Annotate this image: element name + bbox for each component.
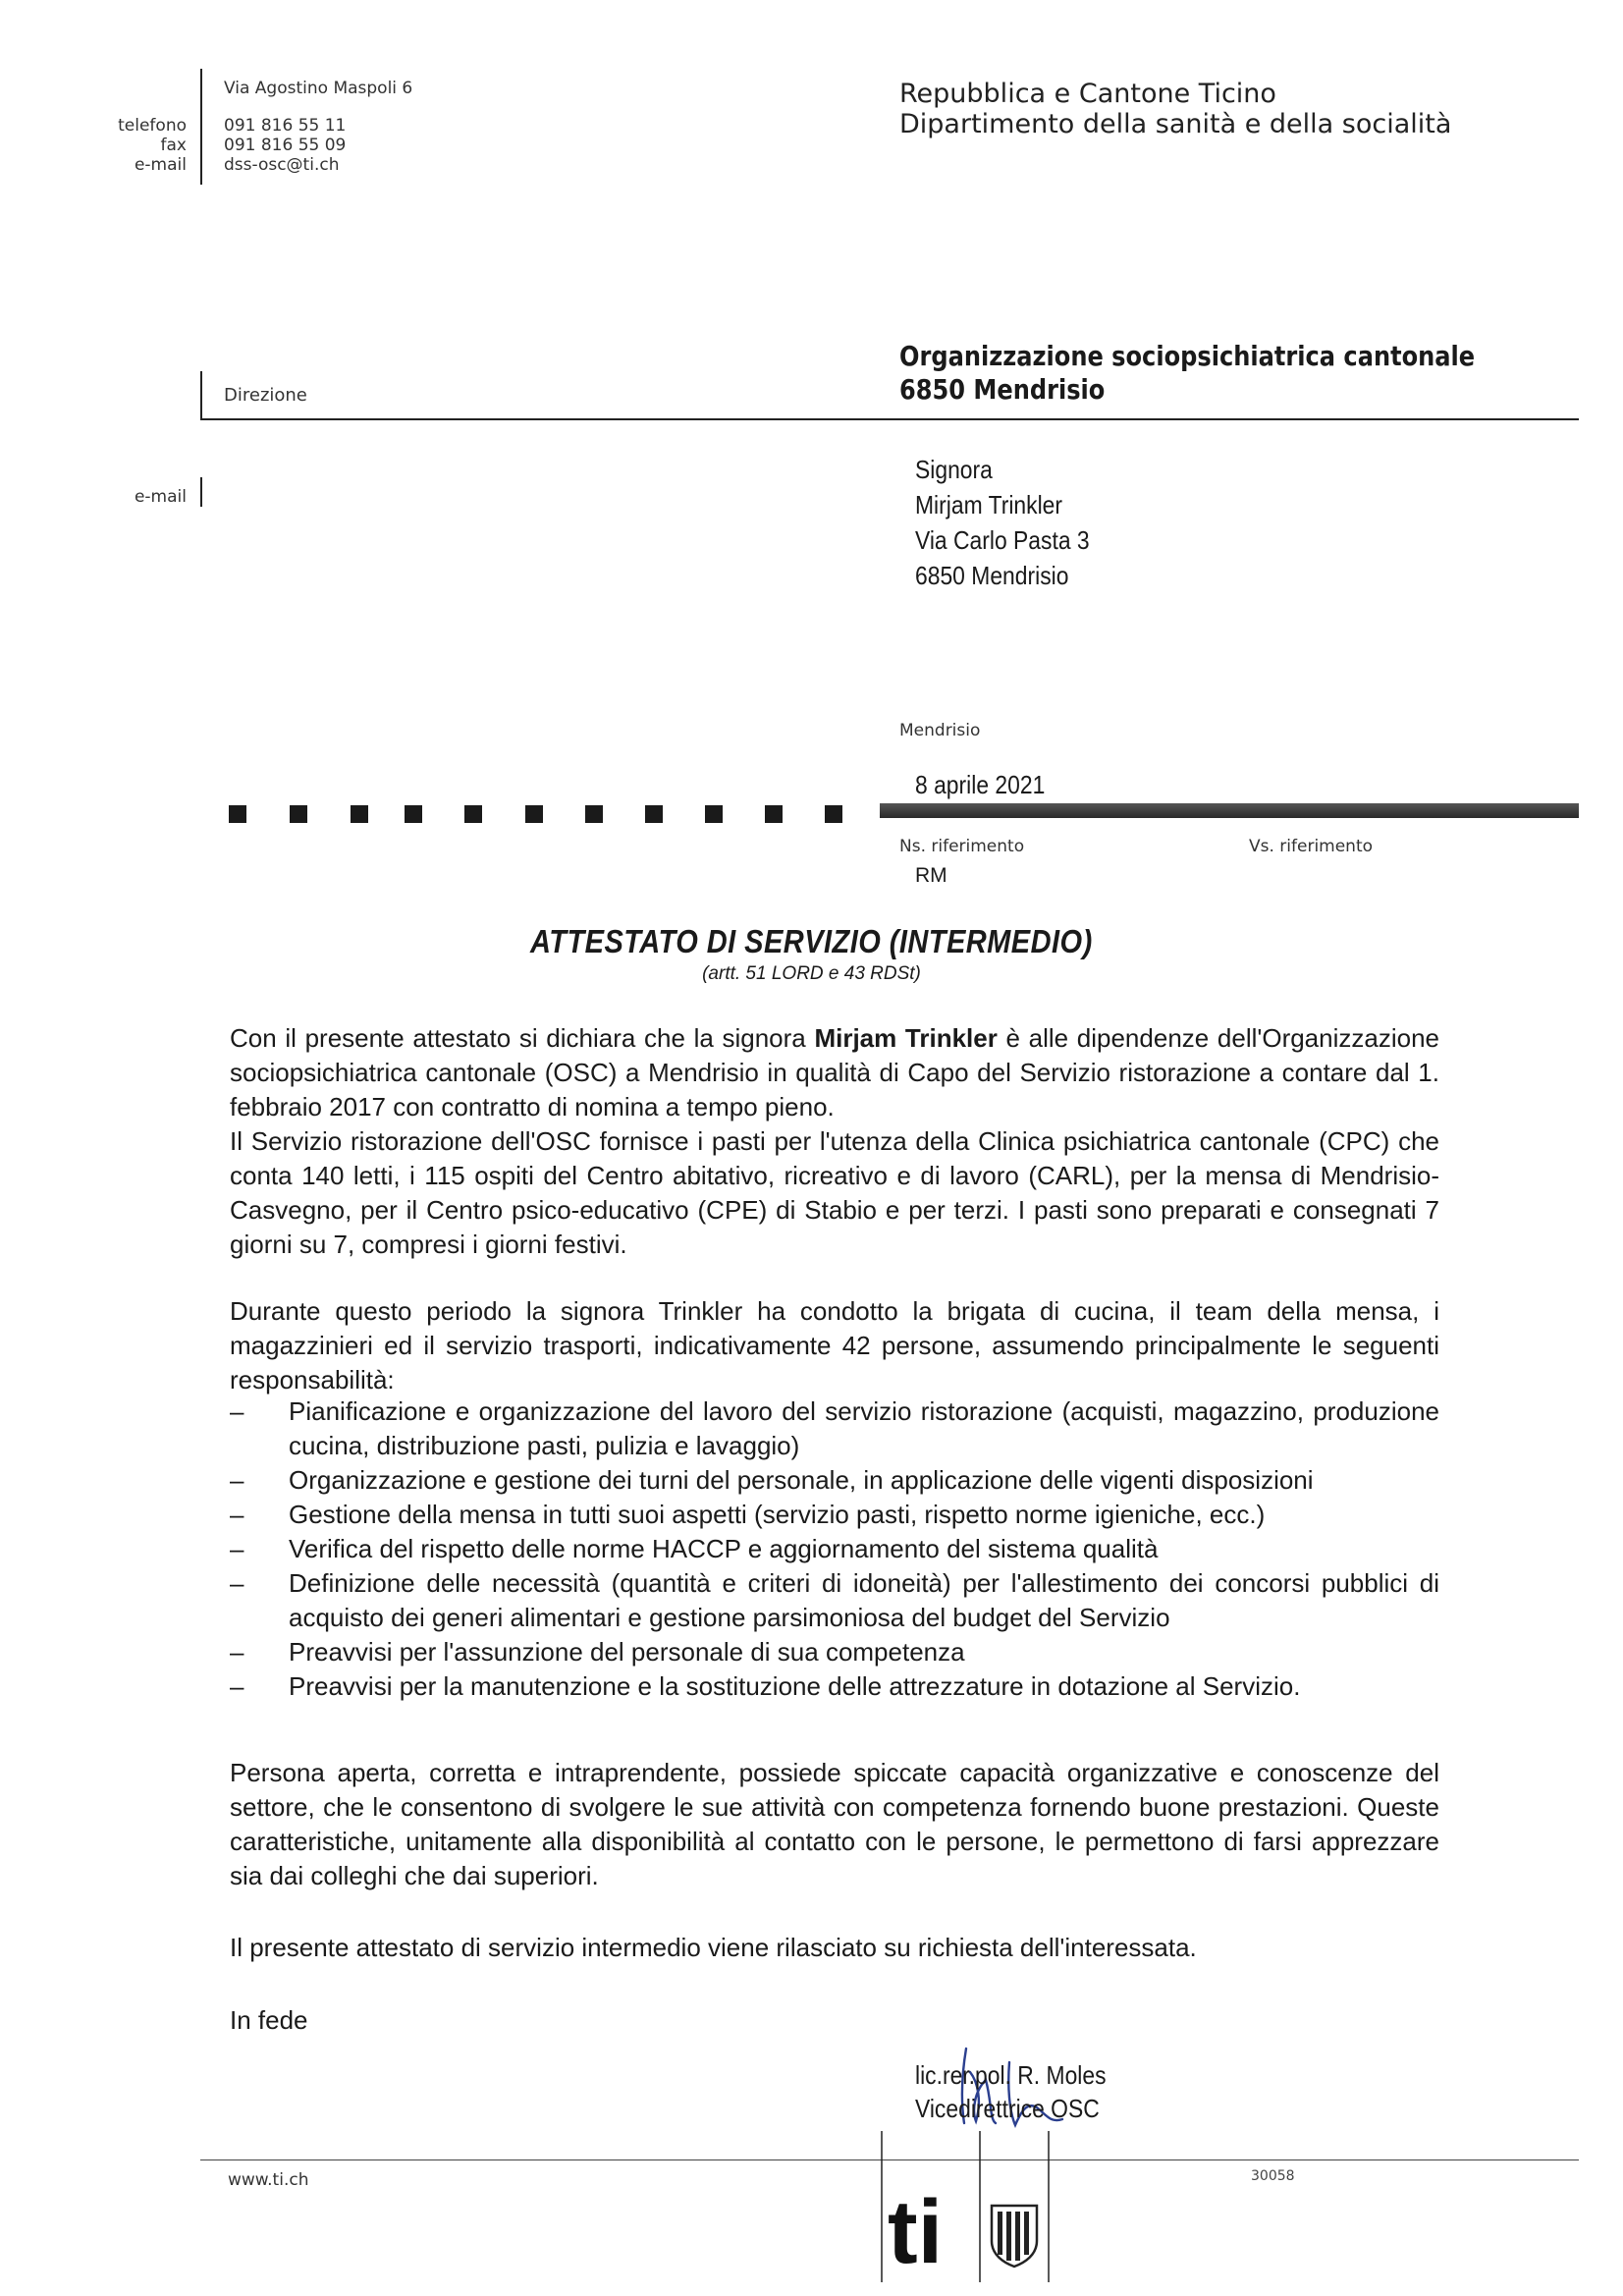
fax-label: fax <box>160 136 187 155</box>
contact-labels <box>98 116 187 175</box>
header-divider-mid <box>200 371 202 418</box>
organization-name <box>899 340 1569 407</box>
recipient-city: 6850 Mendrisio <box>915 561 1069 590</box>
list-item-text: Gestione della mensa in tutti suoi aspetti (servizio pasti, rispetto norme igieniche, ecc.) <box>289 1500 1266 1529</box>
recipient-address <box>915 452 1090 593</box>
document-title-text: ATTESTATO DI SERVIZIO (INTERMEDIO) <box>530 923 1093 959</box>
header-divider-top <box>200 69 202 185</box>
institution <box>899 79 1451 139</box>
paragraph-assessment: Persona aperta, corretta e intraprendente, possiede spiccate capacità organizzative e conoscenze del settore, che le consentono di svolgere le sue attività con competenza fornendo buone prestazioni. Queste caratteristiche, unitamente alla disponibilità al contatto con le persone, le permettono di farsi apprezzare sia dai colleghi che dai superiori. <box>230 1758 1439 1890</box>
bullet-dash: – <box>230 1396 244 1426</box>
list-item-text: Preavvisi per l'assunzione del personale di sua competenza <box>289 1637 965 1667</box>
canton-ticino-logo <box>880 2131 1051 2282</box>
bullet-dash: – <box>230 1500 244 1529</box>
phone-label: telefono <box>118 116 187 136</box>
our-reference-value: RM <box>915 864 947 887</box>
paragraph-service: Il Servizio ristorazione dell'OSC fornisce i pasti per l'utenza della Clinica psichiatrica cantonale (CPC) che conta 140 letti, i 115 ospiti del Centro abitativo, ricreativo e di lavoro (CARL), per la mensa di Mendrisio-Casvegno, per il Centro psico-educativo (CPE) di Stabio e per terzi. I pasti sono preparati e consegnati 7 giorni su 7, compresi i giorni festivi. <box>230 1126 1439 1259</box>
our-reference-label: Ns. riferimento <box>899 837 1025 856</box>
contact-fax: 091 816 55 09 <box>224 136 347 155</box>
footer-website: www.ti.ch <box>228 2170 309 2190</box>
list-item <box>230 1669 1439 1704</box>
signatory <box>915 2058 1132 2125</box>
signatory-name: lic.rer.pol. R. Moles <box>915 2060 1107 2090</box>
contact-values <box>224 79 412 175</box>
decorative-square <box>405 805 422 823</box>
decorative-square <box>351 805 368 823</box>
organization-name-line2: 6850 Mendrisio <box>899 373 1106 406</box>
recipient-salutation: Signora <box>915 455 993 484</box>
bullet-dash: – <box>230 1637 244 1667</box>
contact-phone: 091 816 55 11 <box>224 116 347 136</box>
list-item-text: Verifica del rispetto delle norme HACCP e aggiornamento del sistema qualità <box>289 1534 1159 1563</box>
list-item <box>230 1498 1439 1532</box>
closing-formula: In fede <box>230 2005 308 2035</box>
document-title <box>0 923 1623 960</box>
bullet-dash: – <box>230 1465 244 1495</box>
list-item-text: Organizzazione e gestione dei turni del personale, in applicazione delle vigenti disposizioni <box>289 1465 1314 1495</box>
decorative-square <box>705 805 723 823</box>
form-code: 30058 <box>1251 2168 1295 2184</box>
recipient-street: Via Carlo Pasta 3 <box>915 525 1090 555</box>
recipient-email-label: e-mail <box>134 487 187 507</box>
header-divider-email <box>200 477 202 507</box>
decorative-square <box>645 805 663 823</box>
paragraph-1-start: Con il presente attestato si dichiara che la signora <box>230 1023 815 1053</box>
bullet-dash: – <box>230 1534 244 1563</box>
bullet-dash: – <box>230 1568 244 1598</box>
list-item-text: Definizione delle necessità (quantità e criteri di idoneità) per l'allestimento dei concorsi pubblici di acquisto dei generi alimentari e gestione parsimoniosa del budget del Servizio <box>289 1568 1439 1632</box>
list-item-text: Pianificazione e organizzazione del lavoro del servizio ristorazione (acquisti, magazzino, produzione cucina, distribuzione pasti, pulizia e lavaggio) <box>289 1396 1439 1460</box>
institution-canton: Repubblica e Cantone Ticino <box>899 79 1276 109</box>
decorative-square <box>229 805 246 823</box>
date-underline-bar <box>880 803 1579 818</box>
list-item <box>230 1566 1439 1635</box>
contact-email: dss-osc@ti.ch <box>224 155 340 175</box>
organization-name-line1: Organizzazione sociopsichiatrica cantonale <box>899 340 1476 372</box>
paragraph-responsibilities-intro: Durante questo periodo la signora Trinkler ha condotto la brigata di cucina, il team della mensa, i magazzinieri ed il servizio trasporti, indicativamente 42 persone, assumendo principalmente le seguenti responsabilità: <box>230 1296 1439 1394</box>
paragraph-1-end: è alle dipendenze dell'Organizzazione sociopsichiatrica cantonale (OSC) a Mendrisio in qualità di Capo del Servizio ristorazione a contare dal 1. febbraio 2017 con contratto di nomina a tempo pieno. <box>230 1023 1439 1121</box>
paragraph-issuance: Il presente attestato di servizio intermedio viene rilasciato su richiesta dell'interessata. <box>230 1933 1197 1962</box>
email-label: e-mail <box>134 155 187 175</box>
decorative-square <box>585 805 603 823</box>
place-label: Mendrisio <box>899 721 981 740</box>
list-item <box>230 1394 1439 1463</box>
logo-text: ti <box>888 2182 944 2282</box>
document-subtitle: (artt. 51 LORD e 43 RDSt) <box>702 963 921 984</box>
responsibilities-list <box>230 1394 1439 1704</box>
your-reference-label: Vs. riferimento <box>1249 837 1374 856</box>
signatory-role: Vicedirettrice OSC <box>915 2094 1100 2123</box>
list-item-text: Preavvisi per la manutenzione e la sostituzione delle attrezzature in dotazione al Servizio. <box>289 1671 1301 1701</box>
decorative-square <box>765 805 783 823</box>
paragraph-employment <box>230 1021 1439 1262</box>
header-rule <box>200 418 1579 420</box>
letter-date: 8 aprile 2021 <box>915 770 1046 799</box>
decorative-square <box>825 805 842 823</box>
recipient-name: Mirjam Trinkler <box>915 490 1062 519</box>
canton-shield-icon <box>992 2206 1037 2267</box>
list-item <box>230 1463 1439 1498</box>
decorative-square <box>525 805 543 823</box>
bullet-dash: – <box>230 1671 244 1701</box>
list-item <box>230 1532 1439 1566</box>
contact-address: Via Agostino Maspoli 6 <box>224 79 413 98</box>
list-item <box>230 1635 1439 1669</box>
institution-department: Dipartimento della sanità e della socialità <box>899 109 1452 139</box>
decorative-square <box>464 805 482 823</box>
department-label: Direzione <box>224 385 307 406</box>
employee-name: Mirjam Trinkler <box>814 1023 998 1053</box>
decorative-square <box>290 805 307 823</box>
